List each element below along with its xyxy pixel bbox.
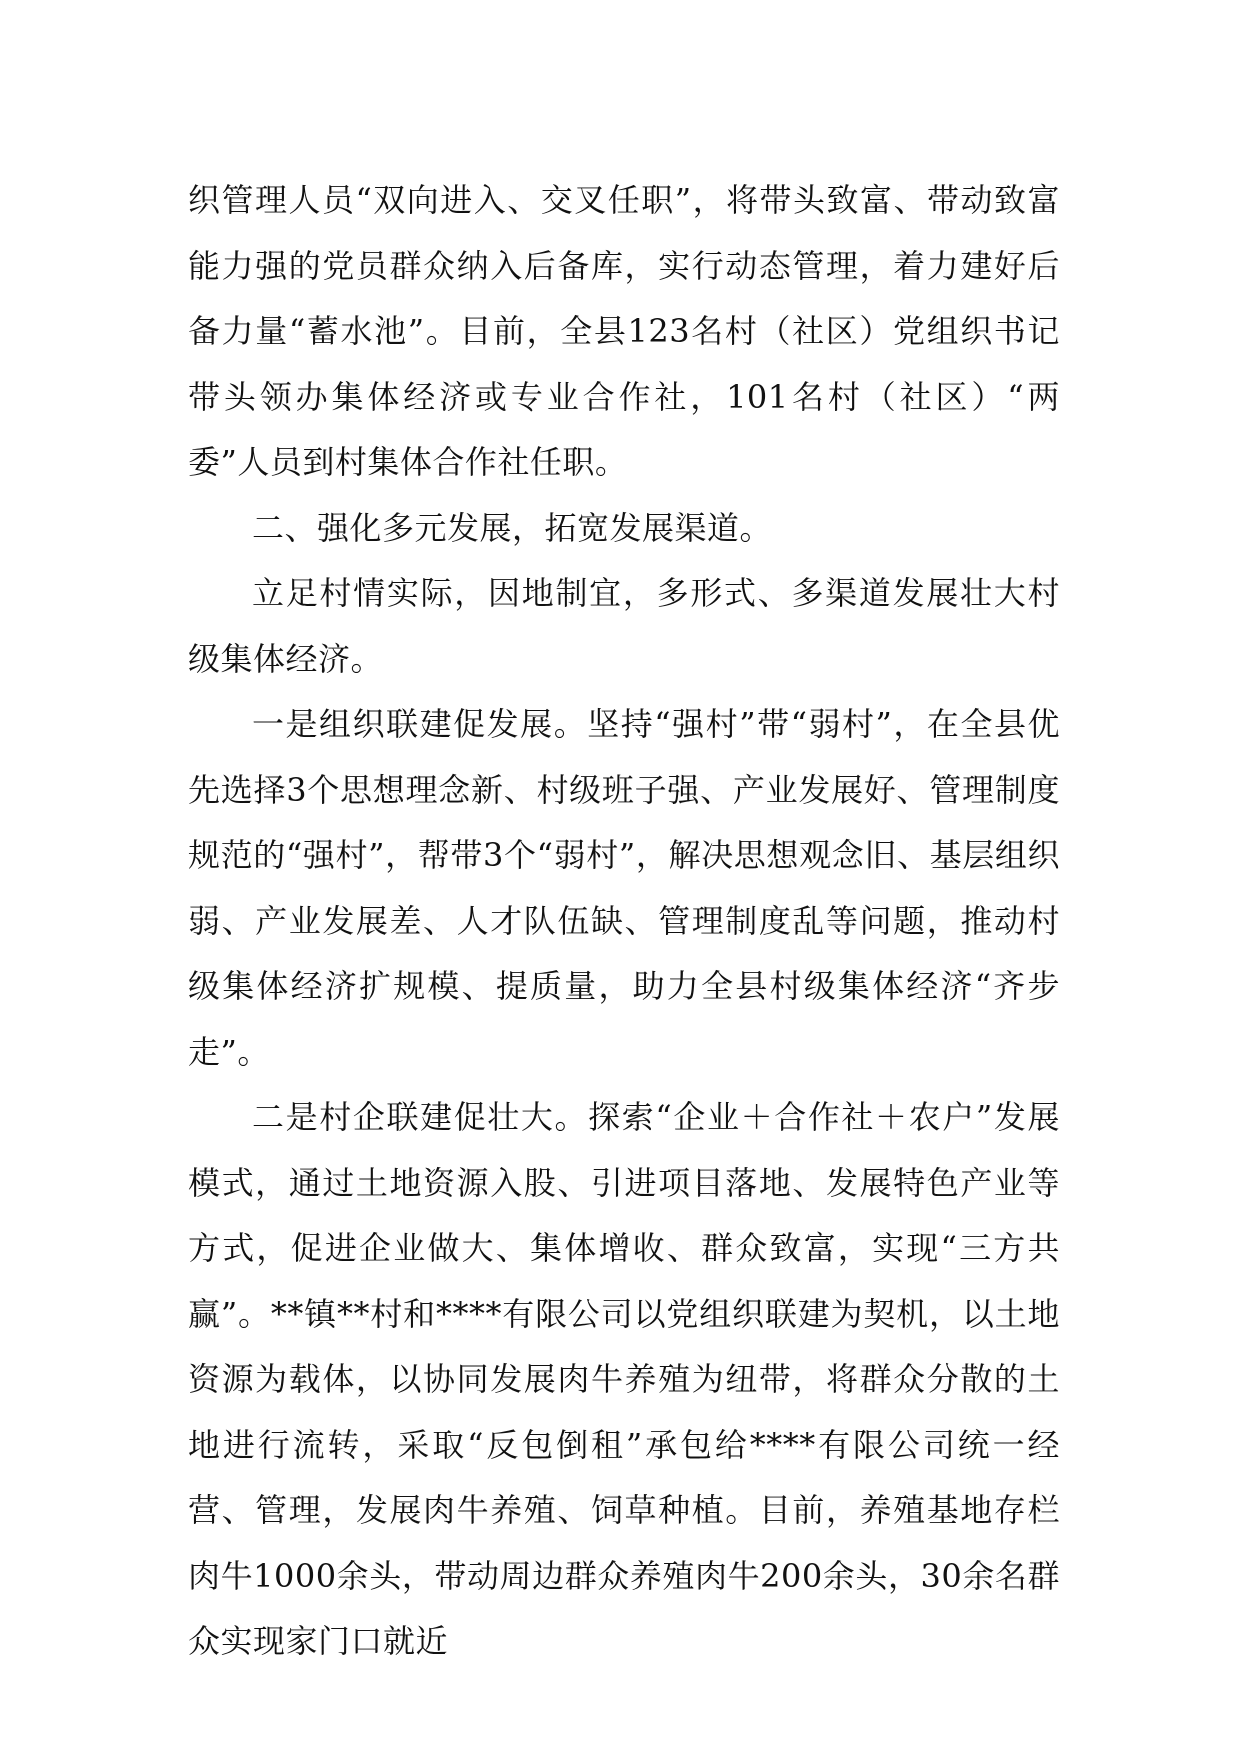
section-heading: 二、强化多元发展，拓宽发展渠道。 [252, 508, 773, 547]
paragraph-point-one: 一是组织联建促发展。坚持“强村”带“弱村”，在全县优先选择3个思想理念新、村级班子强、产业发展好、管理制度规范的“强村”，帮带3个“弱村”，解决思想观念旧、基层组织弱、产业发展差、人才队伍缺、管理制度乱等问题，推动村级集体经济扩规模、提质量，助力全县村级集体经济“齐步走”。 [188, 705, 1060, 1071]
paragraph-point-two: 二是村企联建促壮大。探索“企业＋合作社＋农户”发展模式，通过土地资源入股、引进项目落地、发展特色产业等方式，促进企业做大、集体增收、群众致富，实现“三方共赢”。**镇**村和****有限公司以党组织联建为契机，以土地资源为载体，以协同发展肉牛养殖为纽带，将群众分散的土地进行流转，采取“反包倒租”承包给****有限公司统一经营、管理，发展肉牛养殖、饲草种植。目前，养殖基地存栏肉牛1000余头，带动周边群众养殖肉牛200余头，30余名群众实现家门口就近 [188, 1098, 1060, 1660]
paragraph-intro: 立足村情实际，因地制宜，多形式、多渠道发展壮大村级集体经济。 [188, 574, 1060, 678]
paragraph-continuation: 织管理人员“双向进入、交叉任职”，将带头致富、带动致富能力强的党员群众纳入后备库，实行动态管理，着力建好后备力量“蓄水池”。目前，全县123名村（社区）党组织书记带头领办集体经济或专业合作社，101名村（社区）“两委”人员到村集体合作社任职。 [188, 181, 1060, 481]
document-body [188, 168, 1060, 1675]
